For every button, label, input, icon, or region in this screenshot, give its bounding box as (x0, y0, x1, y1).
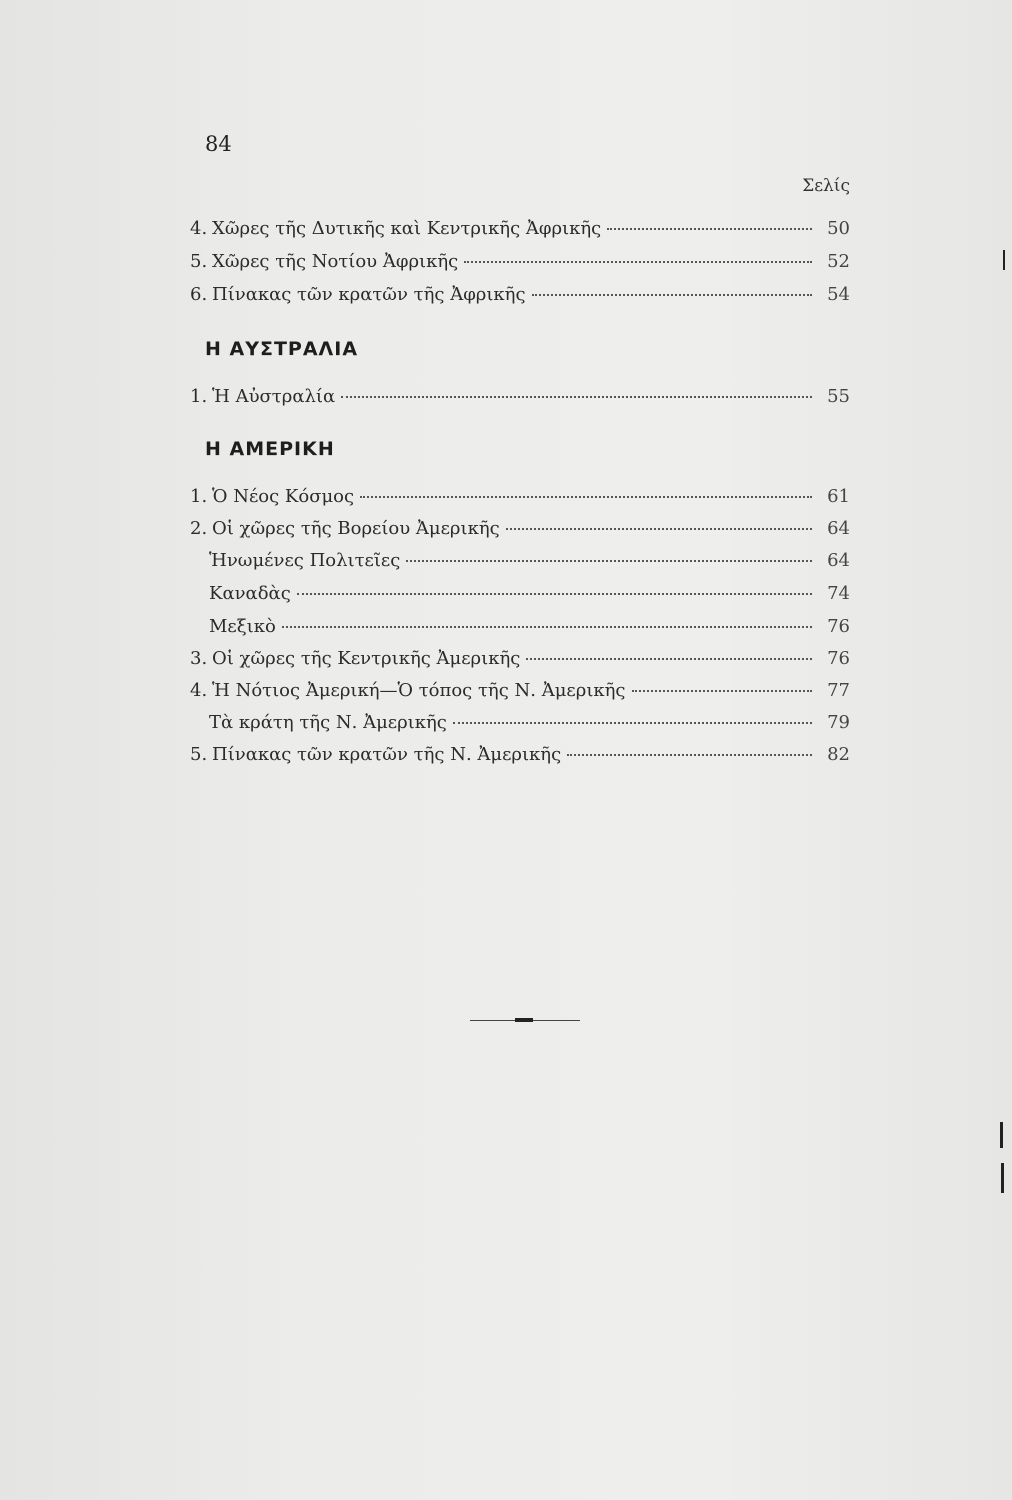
toc-entry-title: Μεξικὸ (209, 616, 276, 637)
toc-entry-title: Πίνακας τῶν κρατῶν τῆς Ἀφρικῆς (212, 284, 526, 305)
toc-entry (190, 386, 850, 414)
toc-dot-leader (406, 559, 812, 562)
toc-entry-title: Πίνακας τῶν κρατῶν τῆς Ν. Ἀμερικῆς (212, 744, 562, 765)
section-heading-australia: Η ΑΥΣΤΡΑΛΙΑ (205, 338, 359, 360)
toc-dot-leader (297, 592, 812, 595)
toc-entry (190, 251, 850, 279)
toc-dot-leader (567, 753, 812, 756)
toc-entry-page: 74 (827, 583, 850, 604)
scan-edge-mark (1000, 1122, 1003, 1148)
toc-entry-number: 5. (190, 251, 208, 272)
toc-dot-leader (464, 260, 812, 263)
page-number: 84 (205, 132, 232, 156)
toc-entry-title: Καναδὰς (209, 583, 291, 604)
toc-dot-leader (532, 293, 812, 296)
toc-entry-number: 5. (190, 744, 208, 765)
toc-entry-page: 82 (827, 744, 850, 765)
toc-entry-page: 76 (827, 616, 850, 637)
toc-entry-title: Ἡ Αὐστραλία (212, 386, 336, 407)
toc-subentry (209, 550, 850, 578)
toc-entry-number: 1. (190, 486, 208, 507)
toc-entry-page: 64 (827, 518, 850, 539)
toc-subentry (209, 583, 850, 611)
toc-entry (190, 486, 850, 514)
toc-entry-number: 3. (190, 648, 208, 669)
end-divider-mark (515, 1018, 533, 1022)
toc-entry (190, 284, 850, 312)
toc-entry-page: 54 (827, 284, 850, 305)
toc-entry-title: Ὁ Νέος Κόσμος (212, 486, 355, 507)
toc-entry-page: 61 (827, 486, 850, 507)
toc-entry-title: Ἡ Νότιος Ἀμερική—Ὁ τόπος τῆς Ν. Ἀμερικῆς (212, 680, 626, 701)
toc-dot-leader (360, 495, 812, 498)
toc-entry-page: 76 (827, 648, 850, 669)
toc-entry (190, 648, 850, 676)
toc-entry-number: 2. (190, 518, 208, 539)
toc-entry-number: 4. (190, 680, 208, 701)
toc-entry-page: 77 (827, 680, 850, 701)
page-column-label: Σελίς (802, 176, 850, 196)
toc-dot-leader (632, 689, 813, 692)
toc-dot-leader (607, 227, 812, 230)
scan-edge-mark (1001, 1163, 1004, 1193)
toc-entry-title: Χῶρες τῆς Δυτικῆς καὶ Κεντρικῆς Ἀφρικῆς (212, 218, 602, 239)
toc-dot-leader (282, 625, 812, 628)
toc-entry-page: 50 (827, 218, 850, 239)
toc-entry-number: 4. (190, 218, 208, 239)
toc-dot-leader (506, 527, 812, 530)
toc-entry-title: Οἱ χῶρες τῆς Κεντρικῆς Ἀμερικῆς (212, 648, 521, 669)
toc-entry-title: Τὰ κράτη τῆς Ν. Ἀμερικῆς (209, 712, 447, 733)
scan-edge-mark (1003, 250, 1005, 270)
toc-entry-title: Οἱ χῶρες τῆς Βορείου Ἀμερικῆς (212, 518, 500, 539)
toc-subentry (209, 616, 850, 644)
toc-entry (190, 518, 850, 546)
toc-entry-title: Χῶρες τῆς Νοτίου Ἀφρικῆς (212, 251, 459, 272)
toc-entry-number: 1. (190, 386, 208, 407)
toc-entry (190, 744, 850, 772)
toc-entry-page: 79 (827, 712, 850, 733)
toc-dot-leader (526, 657, 812, 660)
toc-entry-page: 55 (827, 386, 850, 407)
toc-dot-leader (341, 395, 812, 398)
section-heading-america: Η ΑΜΕΡΙΚΗ (205, 438, 335, 460)
toc-entry-page: 52 (827, 251, 850, 272)
toc-entry-page: 64 (827, 550, 850, 571)
toc-entry-number: 6. (190, 284, 208, 305)
toc-entry (190, 218, 850, 246)
toc-entry-title: Ἡνωμένες Πολιτεῖες (209, 550, 401, 571)
toc-subentry (209, 712, 850, 740)
toc-entry (190, 680, 850, 708)
toc-dot-leader (453, 721, 812, 724)
